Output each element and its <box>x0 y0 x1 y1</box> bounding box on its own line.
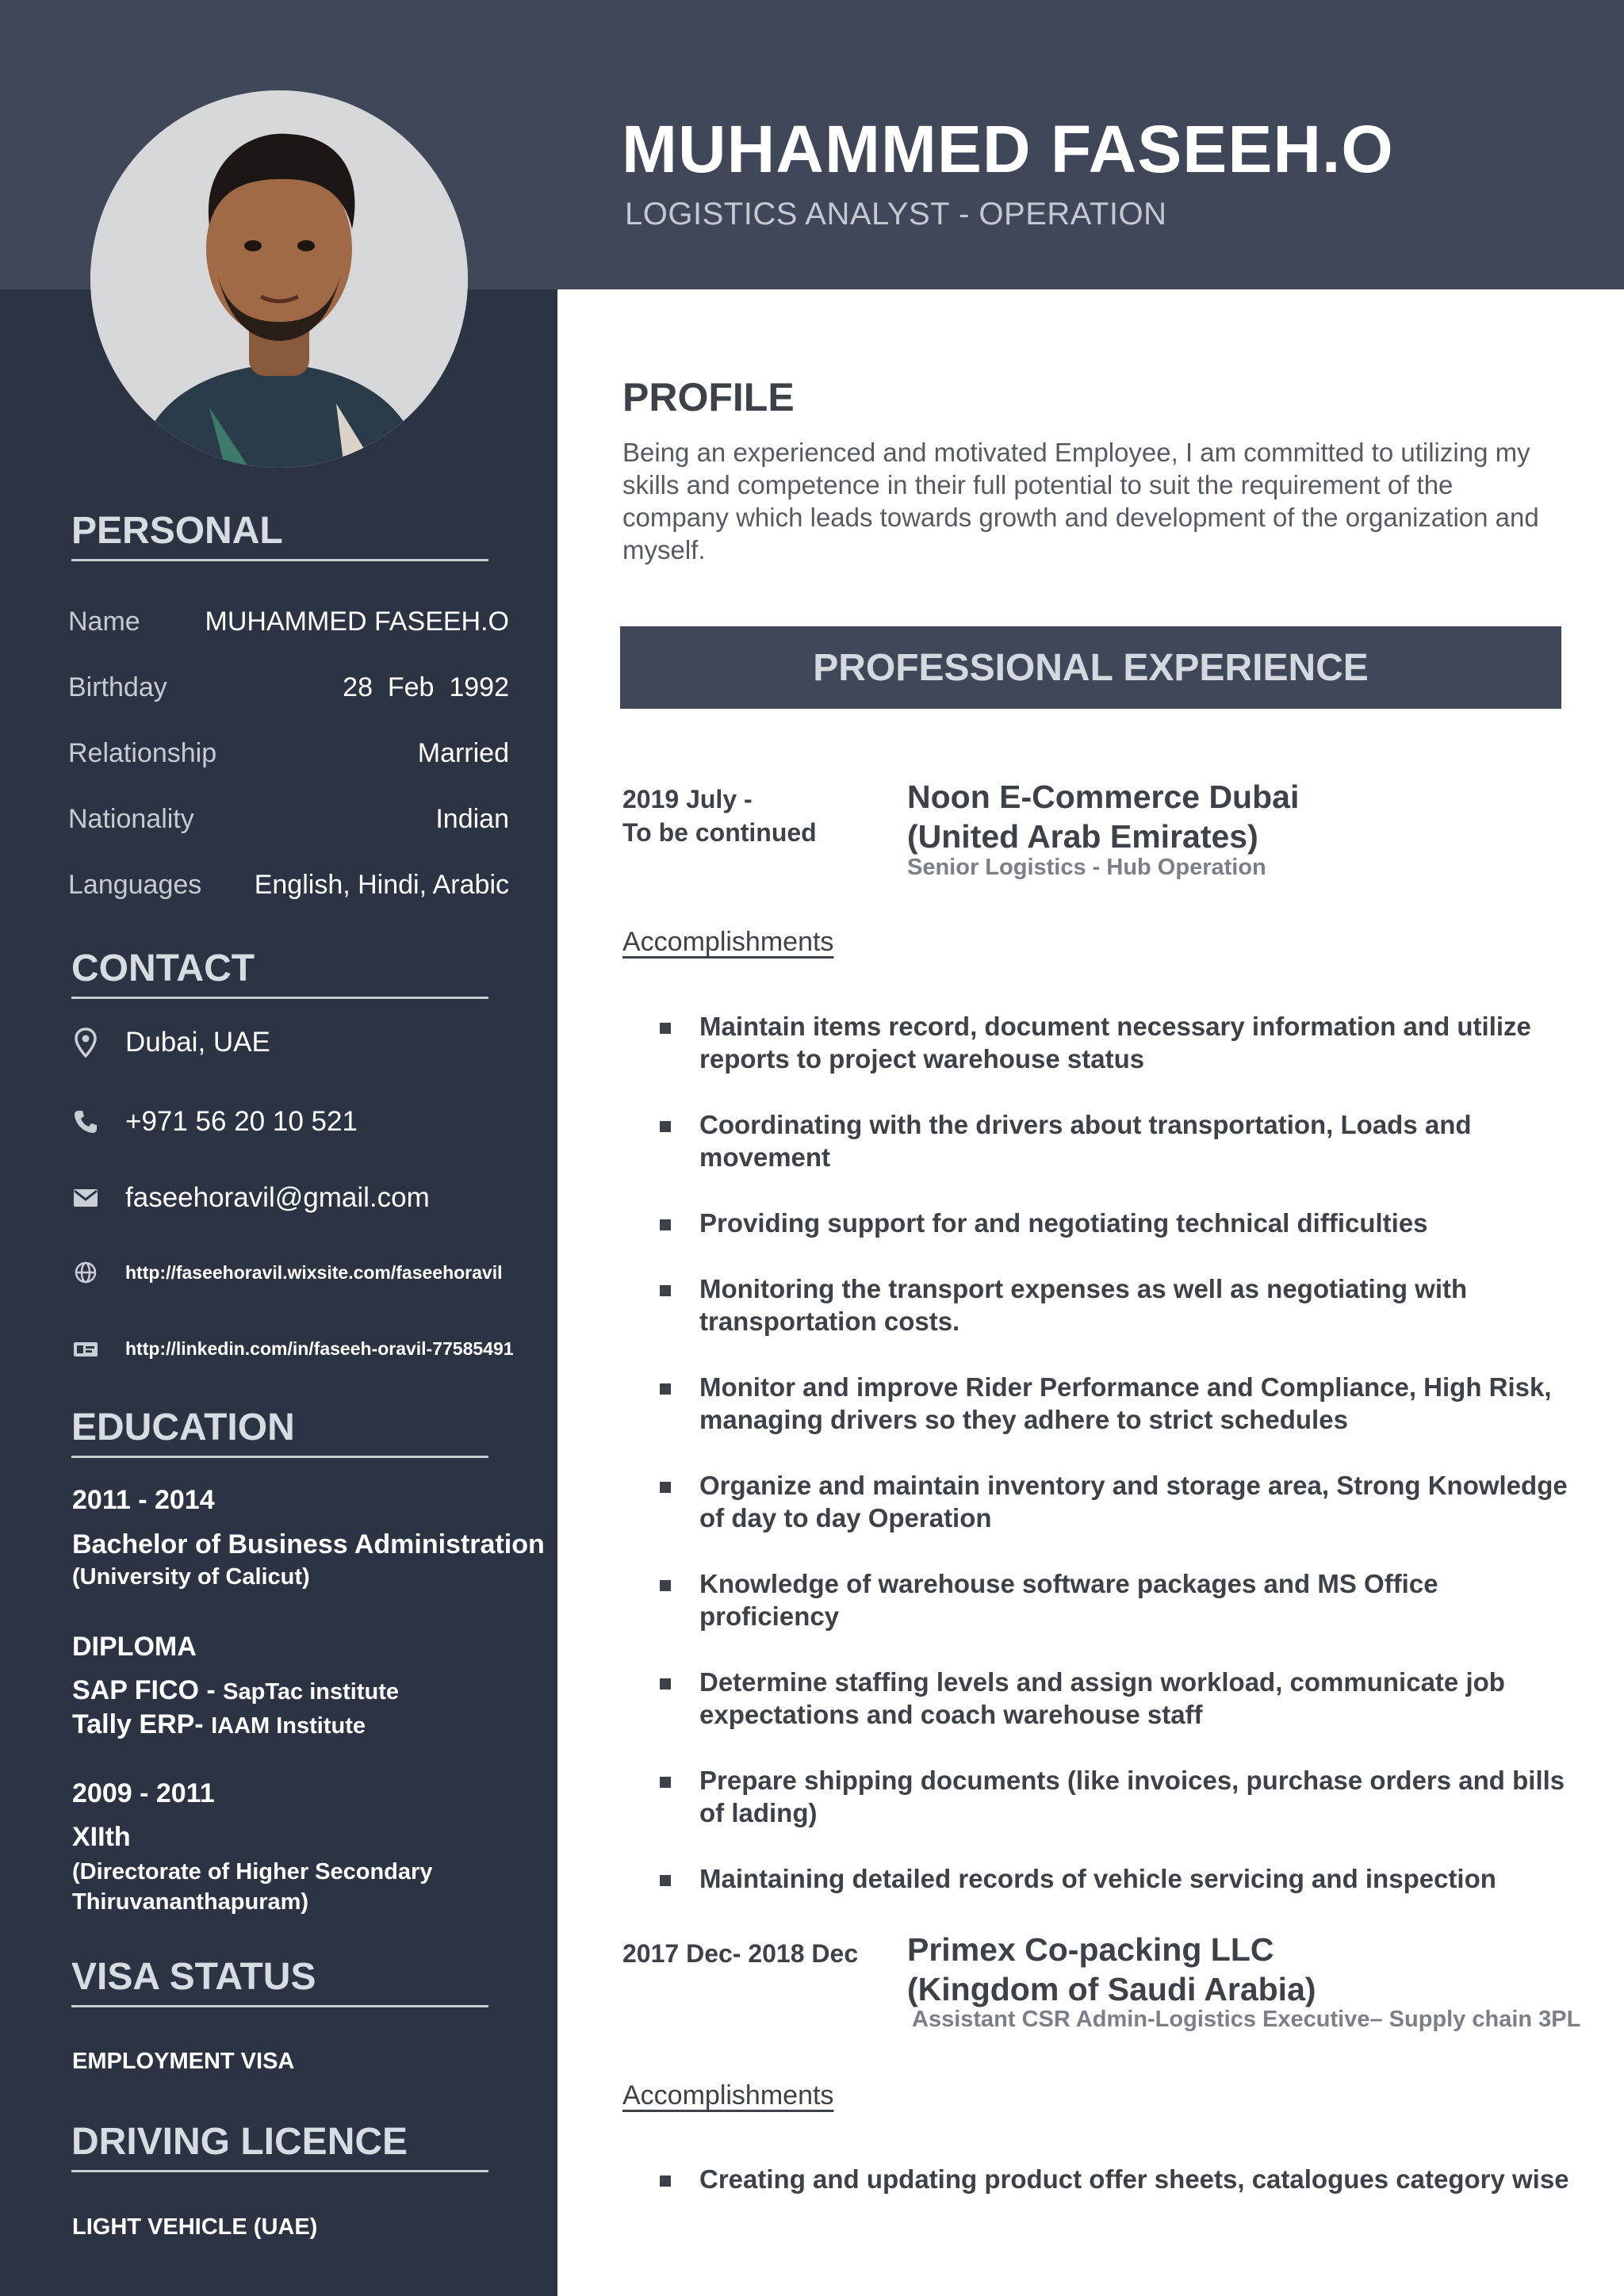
company-name: Primex Co-packing LLC <box>907 1931 1274 1968</box>
list-item: Monitoring the transport expenses as well as negotiating with transportation costs. <box>658 1272 1570 1337</box>
education-degree: Bachelor of Business Administration <box>72 1529 545 1559</box>
education-school: Thiruvananthapuram) <box>72 1889 309 1915</box>
company-country: (United Arab Emirates) <box>907 818 1258 855</box>
job-company <box>907 777 1299 856</box>
diploma-institute: SapTac institute <box>223 1679 400 1705</box>
contact-heading: CONTACT <box>71 947 488 999</box>
visa-heading: VISA STATUS <box>71 1955 488 2007</box>
job-date <box>622 1937 858 1970</box>
contact-location <box>71 1027 270 1058</box>
personal-value: English, Hindi, Arabic <box>254 869 509 900</box>
visa-value: EMPLOYMENT VISA <box>72 2049 295 2074</box>
accomplishments-list <box>658 2163 1570 2229</box>
driving-heading: DRIVING LICENCE <box>71 2120 488 2172</box>
diploma-course: SAP FICO - <box>72 1675 224 1705</box>
job-role: Assistant CSR Admin-Logistics Executive– Supply chain 3PL <box>912 2007 1581 2032</box>
portrait-illustration <box>90 90 468 468</box>
job-date-end: To be continued <box>622 818 817 847</box>
accomplishments-heading: Accomplishments <box>622 927 834 957</box>
diploma-line <box>72 1675 399 1706</box>
company-country: (Kingdom of Saudi Arabia) <box>907 1971 1316 2007</box>
job-date <box>622 783 817 849</box>
website-link[interactable]: http://faseehoravil.wixsite.com/faseehoravil <box>125 1261 503 1283</box>
education-school: (Directorate of Higher Secondary <box>72 1859 433 1885</box>
education-degree: XIIth <box>72 1822 131 1852</box>
accomplishments-list <box>658 1010 1570 1928</box>
personal-value: Married <box>417 737 509 768</box>
list-item: Coordinating with the drivers about transportation, Loads and movement <box>658 1108 1570 1173</box>
personal-row-relationship <box>68 733 509 773</box>
profile-text: Being an experienced and motivated Employee, I am committed to utilizing my skills and competence in their full potential to suit the requirement of the company which leads towards growth and development of the organization and myself. <box>622 438 1539 564</box>
diploma-course: Tally ERP- <box>72 1709 212 1739</box>
list-item: Knowledge of warehouse software packages and MS Office proficiency <box>658 1567 1570 1632</box>
personal-row-birthday <box>68 668 509 707</box>
accomplishments-heading: Accomplishments <box>622 2080 834 2110</box>
diploma-line <box>72 1709 366 1740</box>
job-company <box>907 1930 1316 2009</box>
personal-row-name <box>68 602 509 641</box>
education-years: 2009 - 2011 <box>72 1778 215 1808</box>
list-item: Maintain items record, document necessary information and utilize reports to project warehouse status <box>658 1010 1570 1075</box>
list-item: Prepare shipping documents (like invoices, purchase orders and bills of lading) <box>658 1764 1570 1829</box>
experience-heading: PROFESSIONAL EXPERIENCE <box>813 646 1369 689</box>
list-item: Determine staffing levels and assign workload, communicate job expectations and coach warehouse staff <box>658 1666 1570 1731</box>
envelope-icon <box>71 1188 100 1208</box>
diploma-institute: IAAM Institute <box>211 1713 366 1739</box>
contact-website <box>71 1261 503 1284</box>
list-item: Creating and updating product offer sheets, catalogues category wise <box>658 2163 1570 2195</box>
profile-heading: PROFILE <box>622 375 795 419</box>
list-item: Monitor and improve Rider Performance and Compliance, High Risk, managing drivers so they adhere to strict schedules <box>658 1371 1570 1436</box>
personal-label: Languages <box>68 869 202 900</box>
profile-photo <box>90 90 468 468</box>
personal-row-languages <box>68 865 509 905</box>
resume-job-title: LOGISTICS ANALYST - OPERATION <box>625 197 1167 232</box>
education-heading: EDUCATION <box>71 1406 488 1458</box>
experience-heading-bar <box>620 626 1561 709</box>
contact-linkedin <box>71 1338 514 1360</box>
globe-icon <box>71 1261 100 1284</box>
personal-label: Relationship <box>68 737 217 768</box>
contact-text: Dubai, UAE <box>125 1027 270 1058</box>
diploma-label: DIPLOMA <box>72 1632 197 1662</box>
list-item: Providing support for and negotiating technical difficulties <box>658 1207 1570 1239</box>
location-pin-icon <box>71 1027 100 1058</box>
id-card-icon <box>71 1341 100 1358</box>
list-item: Organize and maintain inventory and storage area, Strong Knowledge of day to day Operation <box>658 1469 1570 1534</box>
personal-label: Nationality <box>68 803 194 834</box>
personal-value: MUHAMMED FASEEH.O <box>205 606 509 637</box>
job-date-range: 2017 Dec- 2018 Dec <box>622 1939 859 1968</box>
personal-value: 28 Feb 1992 <box>343 672 509 702</box>
contact-text: +971 56 20 10 521 <box>125 1106 358 1137</box>
education-school: (University of Calicut) <box>72 1564 310 1590</box>
job-date-start: 2019 July - <box>622 785 753 813</box>
list-item: Maintaining detailed records of vehicle servicing and inspection <box>658 1862 1570 1895</box>
contact-text: faseehoravil@gmail.com <box>125 1182 430 1213</box>
phone-icon <box>71 1109 100 1135</box>
contact-phone <box>71 1106 358 1138</box>
company-name: Noon E-Commerce Dubai <box>907 779 1300 815</box>
personal-heading: PERSONAL <box>71 509 488 561</box>
linkedin-link[interactable]: http://linkedin.com/in/faseeh-oravil-77585491 <box>125 1338 514 1359</box>
personal-label: Name <box>68 606 140 637</box>
education-years: 2011 - 2014 <box>72 1485 215 1515</box>
job-role: Senior Logistics - Hub Operation <box>907 855 1266 880</box>
personal-label: Birthday <box>68 672 167 702</box>
contact-email <box>71 1182 430 1214</box>
personal-value: Indian <box>435 803 509 834</box>
driving-value: LIGHT VEHICLE (UAE) <box>72 2214 318 2240</box>
personal-row-nationality <box>68 799 509 839</box>
resume-name: MUHAMMED FASEEH.O <box>622 112 1394 186</box>
